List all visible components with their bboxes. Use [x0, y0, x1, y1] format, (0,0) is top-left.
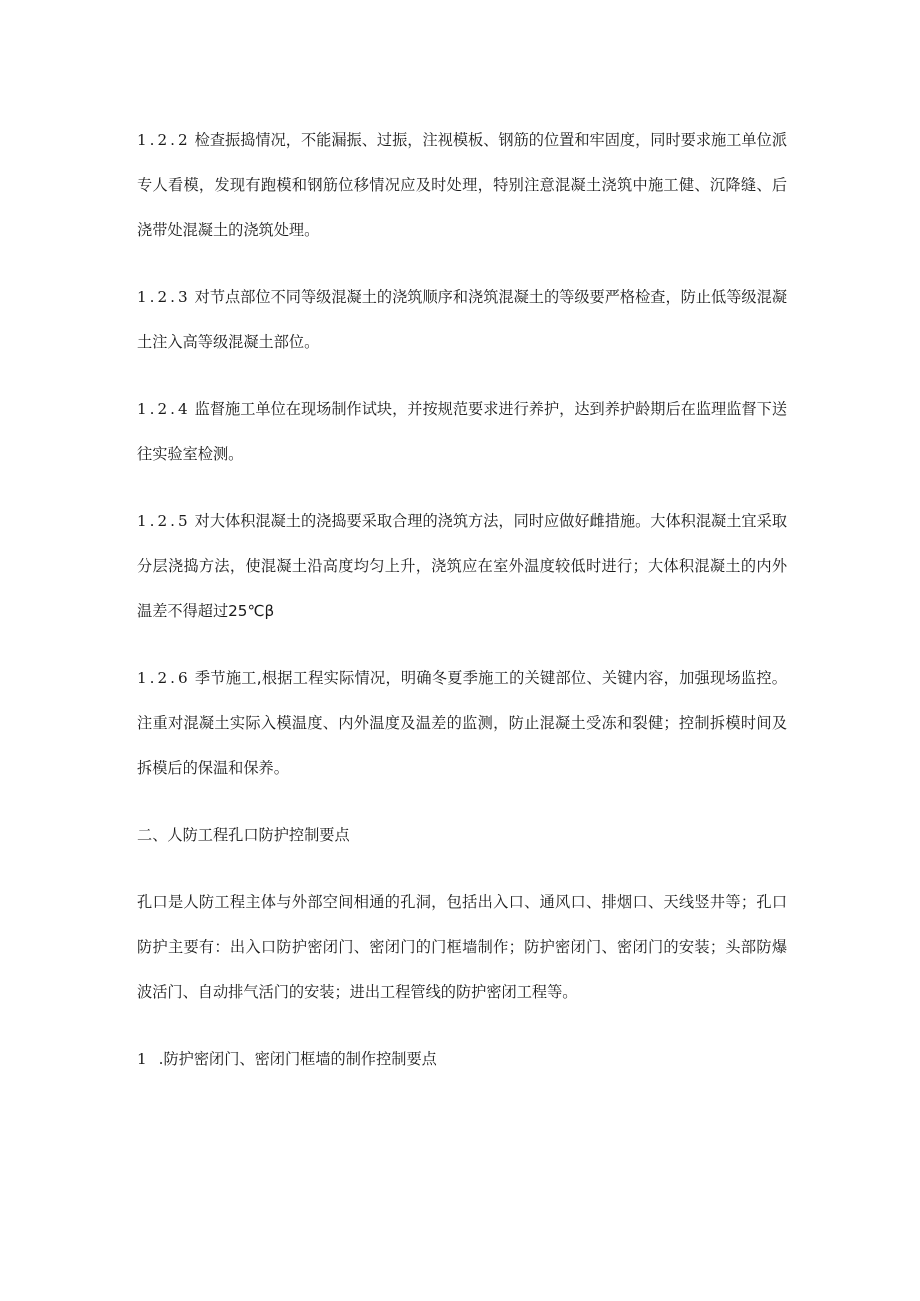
section-1-2-4: [137, 387, 787, 477]
section-1-2-3: [137, 275, 787, 365]
intro-paragraph: 孔口是人防工程主体与外部空间相通的孔洞，包括出入口、通风口、排烟口、天线竖井等；孔口防护主要有：出入口防护密闭门、密闭门的门框墙制作；防护密闭门、密闭门的安装；头部防爆波活门、自动排气活门的安装；进出工程管线的防护密闭工程等。: [137, 893, 787, 1001]
section-text: 监督施工单位在现场制作试块，并按规范要求进行养护，达到养护龄期后在监理监督下送往实验室检测。: [137, 400, 787, 463]
section-1-2-6: [137, 656, 787, 791]
section-number: 1.2.2: [137, 131, 191, 149]
section-1-2-2: [137, 118, 787, 253]
section-text: 检查振捣情况，不能漏振、过振，注视模板、钢筋的位置和牢固度，同时要求施工单位派专人看模，发现有跑模和钢筋位移情况应及时处理，特别注意混凝土浇筑中施工健、沉降缝、后浇带处混凝土的浇筑处理。: [137, 131, 787, 239]
subsection-text: .防护密闭门、密闭门框墙的制作控制要点: [158, 1050, 437, 1068]
section-number: 1.2.6: [137, 669, 191, 687]
section-number: 1.2.4: [137, 400, 191, 418]
document-page: [137, 118, 787, 1104]
subsection-heading: [137, 1037, 787, 1082]
subsection-number: 1: [137, 1050, 147, 1068]
section-text: 对节点部位不同等级混凝土的浇筑顺序和浇筑混凝土的等级要严格检查，防止低等级混凝土注入高等级混凝土部位。: [137, 288, 787, 351]
section-number: 1.2.3: [137, 288, 191, 306]
section-text: 对大体积混凝土的浇捣要采取合理的浇筑方法，同时应做好雌措施。大体积混凝土宜采取分层浇捣方法，使混凝土沿高度均匀上升，浇筑应在室外温度较低时进行；大体积混凝土的内外温差不得超过25℃β: [137, 512, 787, 620]
section-1-2-5: [137, 499, 787, 634]
section-number: 1.2.5: [137, 512, 191, 530]
chapter-heading: 二、人防工程孔口防护控制要点: [137, 826, 350, 844]
section-text: 季节施工,根据工程实际情况，明确冬夏季施工的关键部位、关键内容，加强现场监控。注重对混凝土实际入模温度、内外温度及温差的监测，防止混凝土受冻和裂健；控制拆模时间及拆模后的保温和保养。: [137, 669, 787, 777]
